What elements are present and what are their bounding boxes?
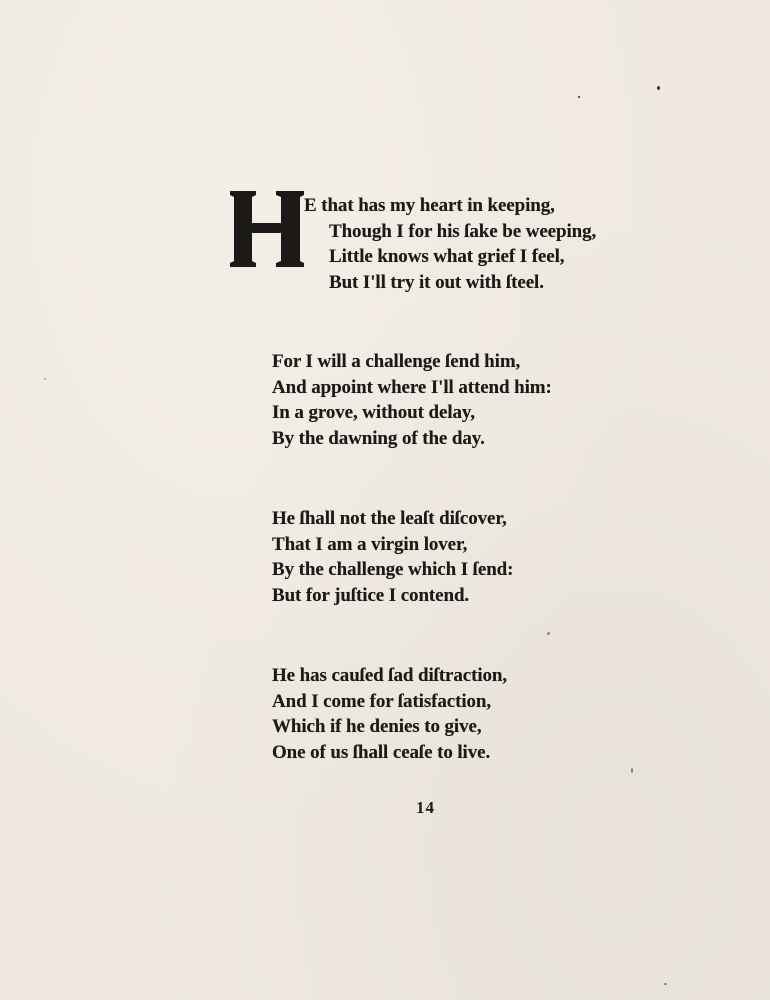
poem-line: But I'll try it out with ſteel. xyxy=(329,271,544,293)
paper-speck xyxy=(547,632,550,635)
poem-line: He ſhall not the leaſt diſcover, xyxy=(272,508,507,529)
poem-line: In a grove, without delay, xyxy=(272,402,475,423)
poem-line: One of us ſhall ceaſe to live. xyxy=(272,741,491,763)
poem-line: But for juſtice I contend. xyxy=(272,584,470,606)
poem-line: Though I for his ſake be weeping, xyxy=(329,220,597,242)
poem-stanza-4 xyxy=(272,663,507,765)
poem-line: E that has my heart in keeping, xyxy=(304,195,555,216)
poem-line: Little knows what grief I feel, xyxy=(329,246,565,267)
poem-line: And I come for ſatisfaction, xyxy=(272,690,492,712)
paper-speck xyxy=(657,86,660,90)
poem-line: Which if he denies to give, xyxy=(272,716,482,737)
paper-speck xyxy=(44,378,46,380)
poem-line: That I am a virgin lover, xyxy=(272,533,468,555)
poem-stanza-3 xyxy=(272,506,513,608)
poem-stanza-1 xyxy=(304,193,597,295)
poem-line: He has cauſed ſad diſtraction, xyxy=(272,665,508,686)
drop-cap-h-glyph xyxy=(226,183,308,275)
drop-cap-letter xyxy=(226,183,308,275)
poem-line: And appoint where I'll attend him: xyxy=(272,376,552,398)
page-number: 14 xyxy=(416,798,435,817)
poem-line: For I will a challenge ſend him, xyxy=(272,351,521,372)
paper-speck xyxy=(578,96,580,98)
paper-speck xyxy=(631,768,633,773)
poem-line: By the challenge which I ſend: xyxy=(272,559,514,580)
paper-speck xyxy=(664,983,667,985)
poem-line: By the dawning of the day. xyxy=(272,427,485,449)
poem-stanza-2 xyxy=(272,349,552,451)
